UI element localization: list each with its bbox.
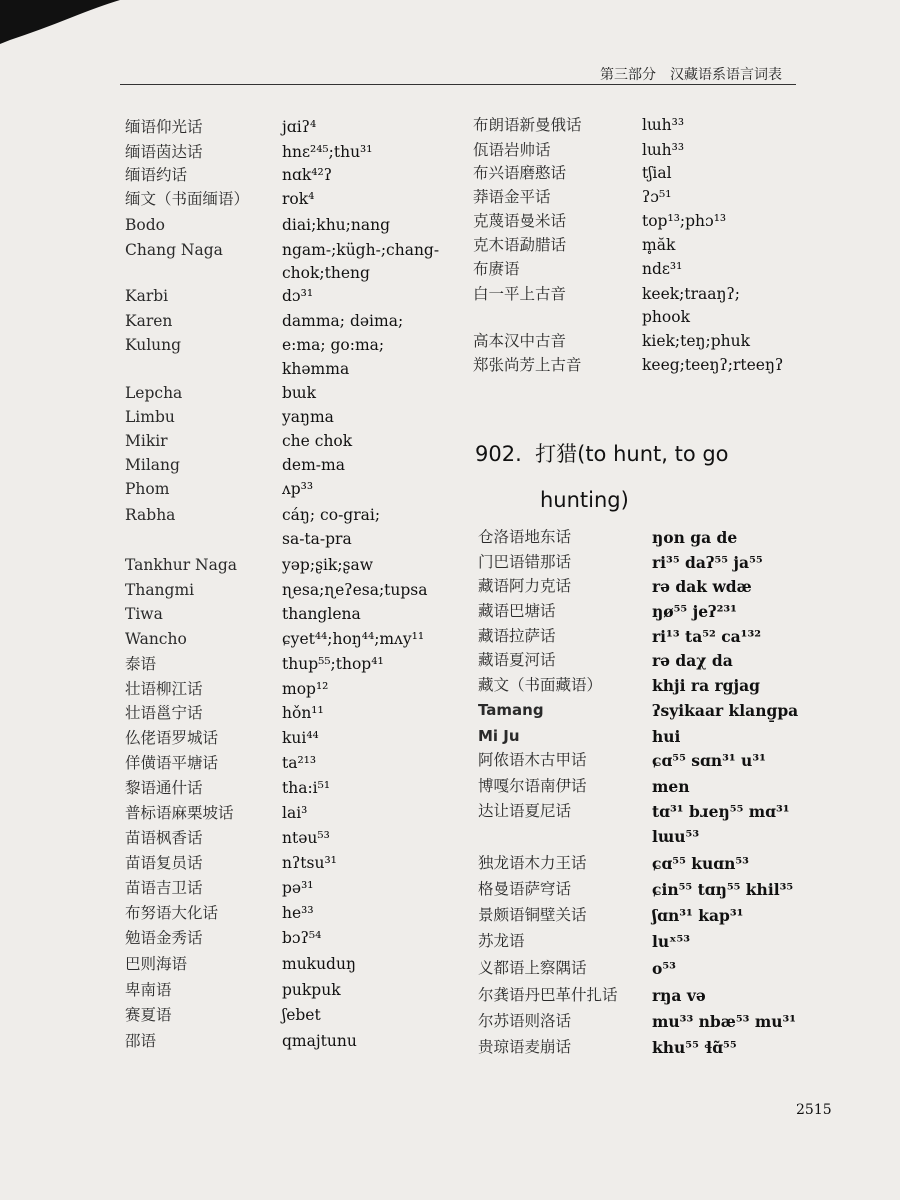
language-name: 阿侬语木古甲话 (478, 751, 587, 769)
word-form: ndɛ³¹ (642, 260, 683, 278)
word-form: pukpuk (282, 981, 341, 999)
language-name: 藏语夏河话 (478, 651, 556, 669)
word-form: diai;khu;nang (282, 216, 391, 234)
language-name: 邵语 (125, 1032, 157, 1050)
word-form: ʔsyikaar klang̱pa (652, 701, 799, 720)
word-form: top¹³;phɔ¹³ (642, 212, 727, 230)
language-name: 仓洛语地东话 (478, 528, 572, 546)
word-form: dɔ³¹ (282, 287, 314, 305)
entry-heading-line2 (540, 488, 629, 512)
language-name: Tamang (478, 701, 544, 719)
word-form: phook (642, 308, 690, 326)
language-name: 藏语阿力克话 (478, 577, 572, 595)
word-form: men (652, 777, 690, 796)
word-form: kui⁴⁴ (282, 729, 319, 747)
language-name: 格曼语萨穹话 (478, 880, 572, 898)
language-name: 普标语麻栗坡话 (125, 804, 234, 822)
language-name: 克木语勐腊话 (473, 236, 567, 254)
language-name: 巴则海语 (125, 955, 188, 973)
language-name: Rabha (125, 506, 176, 524)
entry-title-line1: 打猎(to hunt, to go (535, 442, 729, 466)
word-form: kiek;teŋ;phuk (642, 332, 751, 350)
language-name: 郑张尚芳上古音 (473, 356, 582, 374)
running-header (600, 64, 782, 84)
language-name: 赛夏语 (125, 1006, 172, 1024)
language-name: 苏龙语 (478, 932, 525, 950)
language-name: 黎语通什话 (125, 779, 203, 797)
language-name: 缅语仰光话 (125, 118, 203, 136)
language-name: 藏文（书面藏语） (478, 676, 603, 694)
word-form: keeg;teeŋʔ;rteeŋʔ (642, 356, 784, 374)
word-form: ʌp³³ (282, 480, 314, 498)
word-form: rə daχ da (652, 651, 733, 670)
language-name: Karbi (125, 287, 169, 305)
word-form: hǒn¹¹ (282, 704, 324, 722)
header-rule (120, 84, 796, 85)
word-form: thanglena (282, 605, 361, 623)
language-name: 布赓语 (473, 260, 520, 278)
word-form: yəp;ʂik;ʂaw (282, 556, 374, 574)
word-form: sa-ta-pra (282, 530, 352, 548)
word-form: mop¹² (282, 680, 329, 698)
word-form: mu³³ nbæ⁵³ mu³¹ (652, 1012, 797, 1031)
word-form: jɑiʔ⁴ (282, 118, 317, 136)
language-name: 卑南语 (125, 981, 172, 999)
language-name: Milang (125, 456, 180, 474)
word-form: ntəu⁵³ (282, 829, 330, 847)
word-form: tʃial (642, 164, 672, 182)
language-name: Tiwa (125, 605, 163, 623)
word-form: o⁵³ (652, 959, 676, 978)
word-form: ŋon ga de (652, 528, 738, 547)
word-form: che chok (282, 432, 353, 450)
language-name: 景颇语铜壁关话 (478, 906, 587, 924)
word-form: khji ra rgjag (652, 676, 761, 695)
language-name: 缅语茵达话 (125, 143, 203, 161)
word-form: ta²¹³ (282, 754, 317, 772)
language-name: Bodo (125, 216, 165, 234)
word-form: lai³ (282, 804, 308, 822)
word-form: khu⁵⁵ ɬɑ̃⁵⁵ (652, 1038, 737, 1057)
page-corner-shadow (0, 0, 140, 60)
word-form: rok⁴ (282, 190, 315, 208)
word-form: e:ma; go:ma; (282, 336, 385, 354)
word-form: yaŋma (282, 408, 334, 426)
word-form: ɕyet⁴⁴;hoŋ⁴⁴;mʌy¹¹ (282, 630, 425, 648)
language-name: Phom (125, 480, 170, 498)
language-name: 佤语岩帅话 (473, 141, 551, 159)
language-name: 独龙语木力王话 (478, 854, 587, 872)
word-form: chok;theng (282, 264, 370, 282)
entry-heading-line1 (475, 438, 729, 468)
word-form: keek;traaŋʔ; (642, 285, 740, 303)
language-name: 勉语金秀话 (125, 929, 203, 947)
word-form: cáŋ; co-grai; (282, 506, 381, 524)
language-name: Thangmi (125, 581, 195, 599)
language-name: 缅语约话 (125, 166, 188, 184)
word-form: nɑk⁴²ʔ (282, 166, 333, 184)
language-name: 布朗语新曼俄话 (473, 116, 582, 134)
word-form: tɑ³¹ bɹeŋ⁵⁵ mɑ³¹ (652, 802, 790, 821)
language-name: 白一平上古音 (473, 285, 567, 303)
header-part: 第三部分 (600, 67, 656, 83)
word-form: ɕɑ⁵⁵ kuɑn⁵³ (652, 854, 749, 873)
word-form: lɯu⁵³ (652, 827, 700, 846)
word-form: damma; dəima; (282, 312, 404, 330)
language-name: 尔龚语丹巴革什扎话 (478, 986, 618, 1004)
word-form: ngam-;kügh-;chang- (282, 241, 440, 259)
language-name: 博嘎尔语南伊话 (478, 777, 587, 795)
language-name: 贵琼语麦崩话 (478, 1038, 572, 1056)
word-form: ɳesa;ɳeʔesa;tupsa (282, 581, 428, 599)
word-form: rŋa və (652, 986, 706, 1005)
word-form: thup⁵⁵;thop⁴¹ (282, 655, 384, 673)
word-form: ʃebet (282, 1006, 321, 1024)
language-name: 克蔑语曼米话 (473, 212, 567, 230)
language-name: Mikir (125, 432, 168, 450)
language-name: Kulung (125, 336, 182, 354)
entry-title-line2: hunting) (540, 488, 629, 512)
language-name: 壮语柳江话 (125, 680, 203, 698)
language-name: 仫佬语罗城话 (125, 729, 219, 747)
word-form: nʔtsu³¹ (282, 854, 337, 872)
word-form: hnɛ²⁴⁵;thu³¹ (282, 143, 373, 161)
word-form: ɕin⁵⁵ tɑŋ⁵⁵ khil³⁵ (652, 880, 794, 899)
word-form: qmajtunu (282, 1032, 357, 1050)
language-name: 泰语 (125, 655, 157, 673)
language-name: Limbu (125, 408, 175, 426)
word-form: bɔʔ⁵⁴ (282, 929, 322, 947)
language-name: 藏语拉萨话 (478, 627, 556, 645)
language-name: 义都语上察隅话 (478, 959, 587, 977)
word-form: ŋø⁵⁵ jeʔ²³¹ (652, 602, 737, 621)
word-form: khəmma (282, 360, 350, 378)
entry-number: 902. (475, 442, 522, 466)
language-name: Chang Naga (125, 241, 223, 259)
word-form: luˣ⁵³ (652, 932, 691, 951)
word-form: lɯh³³ (642, 116, 685, 134)
header-title: 汉藏语系语言词表 (670, 67, 782, 83)
language-name: 高本汉中古音 (473, 332, 567, 350)
language-name: 缅文（书面缅语） (125, 190, 250, 208)
language-name: Wancho (125, 630, 187, 648)
word-form: m̥ăk (642, 236, 676, 254)
word-form: hui (652, 727, 681, 746)
language-name: 莽语金平话 (473, 188, 551, 206)
word-form: lɯh³³ (642, 141, 685, 159)
word-form: ri¹³ ta⁵² ca¹³² (652, 627, 762, 646)
language-name: 布努语大化话 (125, 904, 219, 922)
word-form: ɕɑ⁵⁵ sɑn³¹ u³¹ (652, 751, 766, 770)
page-number: 2515 (796, 1102, 832, 1118)
language-name: 藏语巴塘话 (478, 602, 556, 620)
language-name: 苗语枫香话 (125, 829, 203, 847)
language-name: Tankhur Naga (125, 556, 238, 574)
language-name: 壮语邕宁话 (125, 704, 203, 722)
language-name: 布兴语磨憨话 (473, 164, 567, 182)
word-form: he³³ (282, 904, 314, 922)
language-name: 达让语夏尼话 (478, 802, 572, 820)
word-form: rə dak wdæ (652, 577, 752, 596)
word-form: dem-ma (282, 456, 345, 474)
language-name: 苗语吉卫话 (125, 879, 203, 897)
language-name: 尔苏语则洛话 (478, 1012, 572, 1030)
language-name: 门巴语错那话 (478, 553, 572, 571)
word-form: tha:i⁵¹ (282, 779, 331, 797)
language-name: Mi Ju (478, 727, 520, 745)
word-form: pə³¹ (282, 879, 314, 897)
word-form: bɯk (282, 384, 317, 402)
word-form: ri³⁵ daʔ⁵⁵ ja⁵⁵ (652, 553, 763, 572)
language-name: 佯僙语平塘话 (125, 754, 219, 772)
word-form: ʔɔ⁵¹ (642, 188, 672, 206)
language-name: Lepcha (125, 384, 183, 402)
language-name: 苗语复员话 (125, 854, 203, 872)
language-name: Karen (125, 312, 173, 330)
word-form: ʃɑn³¹ kap³¹ (652, 906, 744, 925)
word-form: mukuduŋ (282, 955, 356, 973)
